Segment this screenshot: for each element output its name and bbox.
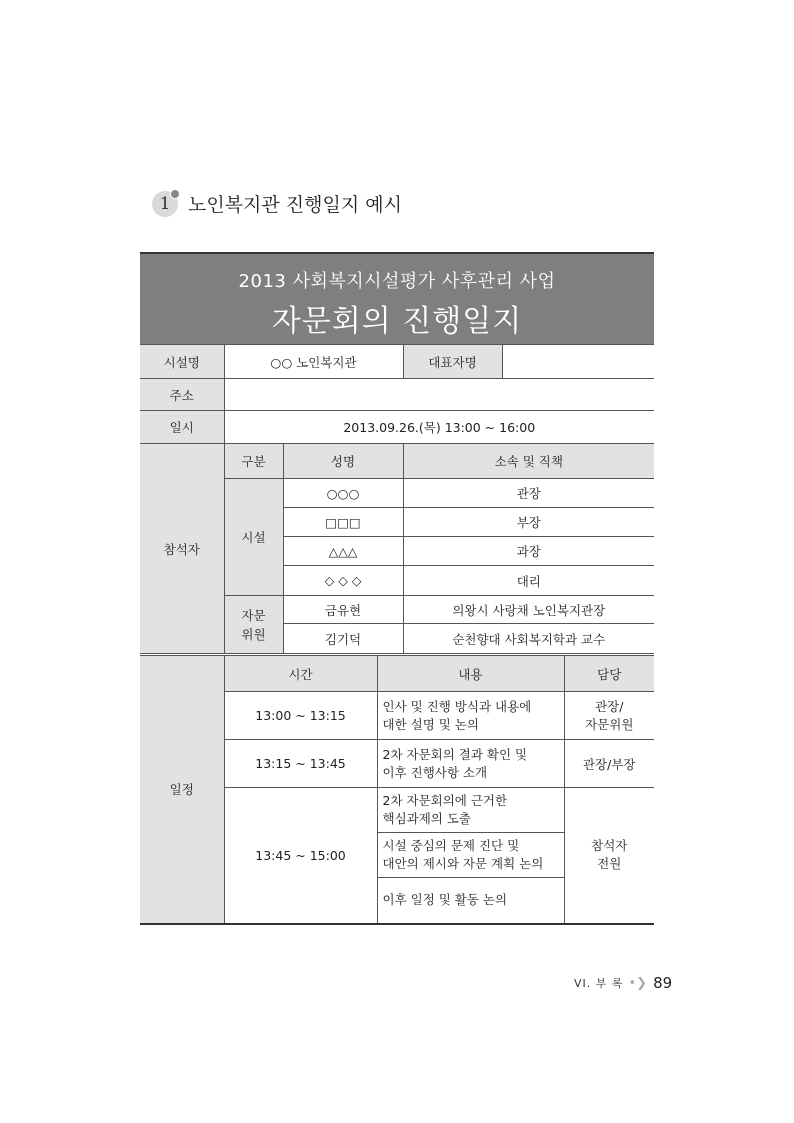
schedule-content [377, 833, 564, 878]
date-value: 2013.09.26.(목) 13:00 ~ 16:00 [224, 411, 654, 444]
schedule-content-line2: 대한 설명 및 논의 [382, 716, 479, 732]
representative-label: 대표자명 [403, 345, 502, 379]
schedule-content-line1: 2차 자문회의에 근거한 [382, 793, 508, 808]
badge-dot-icon [170, 189, 180, 199]
facility-row [140, 345, 654, 379]
advisor-role: 순천향대 사회복지학과 교수 [403, 624, 654, 654]
schedule-content [377, 692, 564, 740]
category-header: 구분 [224, 444, 283, 479]
time-header: 시간 [224, 656, 377, 692]
schedule-content-line1: 2차 자문회의 결과 확인 및 [382, 746, 528, 762]
participant-role: 관장 [403, 479, 654, 508]
schedule-content-line2: 핵심과제의 도출 [382, 811, 471, 826]
schedule-content [377, 788, 564, 833]
schedule-content-line1: 이후 일정 및 활동 논의 [382, 892, 508, 908]
document-subtitle: 2013 사회복지시설평가 사후관리 사업 [238, 271, 556, 292]
participants-label: 참석자 [140, 444, 224, 654]
advisor-group-label [224, 596, 283, 654]
document-title: 자문회의 진행일지 [271, 304, 523, 339]
participant-name: □□□ [283, 508, 403, 537]
document-header [140, 252, 654, 344]
schedule-content-line2: 대안의 제시와 자문 계획 논의 [382, 856, 544, 871]
schedule-owner-line2: 자문위원 [585, 716, 634, 732]
participant-role: 과장 [403, 537, 654, 566]
schedule-owner [564, 692, 654, 740]
schedule-content [377, 878, 564, 924]
schedule-owner: 관장/부장 [564, 740, 654, 788]
facility-label: 시설명 [140, 345, 224, 379]
schedule-header-row [140, 656, 654, 692]
facility-group-label: 시설 [224, 479, 283, 596]
participant-name: ◇ ◇ ◇ [283, 566, 403, 596]
participant-role: 대리 [403, 566, 654, 596]
schedule-content-line1: 시설 중심의 문제 진단 및 [382, 838, 520, 853]
advisor-group-label-line1: 자문 [241, 607, 266, 623]
advisor-name: 김기덕 [283, 624, 403, 654]
section-title: 노인복지관 진행일지 예시 [188, 194, 402, 216]
date-row [140, 411, 654, 444]
schedule-content [377, 740, 564, 788]
address-value [224, 379, 654, 411]
name-header: 성명 [283, 444, 403, 479]
schedule-label: 일정 [140, 656, 224, 924]
advisor-group-label-line2: 위원 [241, 626, 266, 642]
schedule-time: 13:00 ~ 13:15 [224, 692, 377, 740]
schedule-owner-line2: 전원 [597, 856, 622, 872]
page-number: 89 [653, 974, 673, 992]
facility-value: ○○ 노인복지관 [224, 345, 403, 379]
schedule-owner-line1: 관장/ [595, 698, 624, 714]
section-heading [152, 190, 402, 217]
schedule-owner-line1: 참석자 [591, 838, 628, 854]
advisor-role: 의왕시 사랑채 노인복지관장 [403, 596, 654, 624]
participant-role: 부장 [403, 508, 654, 537]
address-row [140, 379, 654, 411]
participants-header-row [140, 444, 654, 479]
page-footer [574, 974, 672, 992]
participant-name: ○○○ [283, 479, 403, 508]
section-number-badge [152, 191, 178, 217]
chevron-right-icon: •❯ [628, 975, 648, 991]
representative-value [502, 345, 654, 379]
footer-section-label: VI. 부 록 [574, 977, 624, 990]
schedule-owner [564, 788, 654, 924]
schedule-table [140, 655, 654, 925]
schedule-content-line1: 인사 및 진행 방식과 내용에 [382, 698, 532, 714]
participant-name: △△△ [283, 537, 403, 566]
info-participants-table [140, 344, 654, 654]
section-number: 1 [159, 193, 171, 214]
content-header: 내용 [377, 656, 564, 692]
affiliation-header: 소속 및 직책 [403, 444, 654, 479]
advisor-name: 금유현 [283, 596, 403, 624]
date-label: 일시 [140, 411, 224, 444]
schedule-time: 13:45 ~ 15:00 [224, 788, 377, 924]
address-label: 주소 [140, 379, 224, 411]
schedule-content-line2: 이후 진행사항 소개 [382, 764, 488, 780]
schedule-time: 13:15 ~ 13:45 [224, 740, 377, 788]
owner-header: 담당 [564, 656, 654, 692]
